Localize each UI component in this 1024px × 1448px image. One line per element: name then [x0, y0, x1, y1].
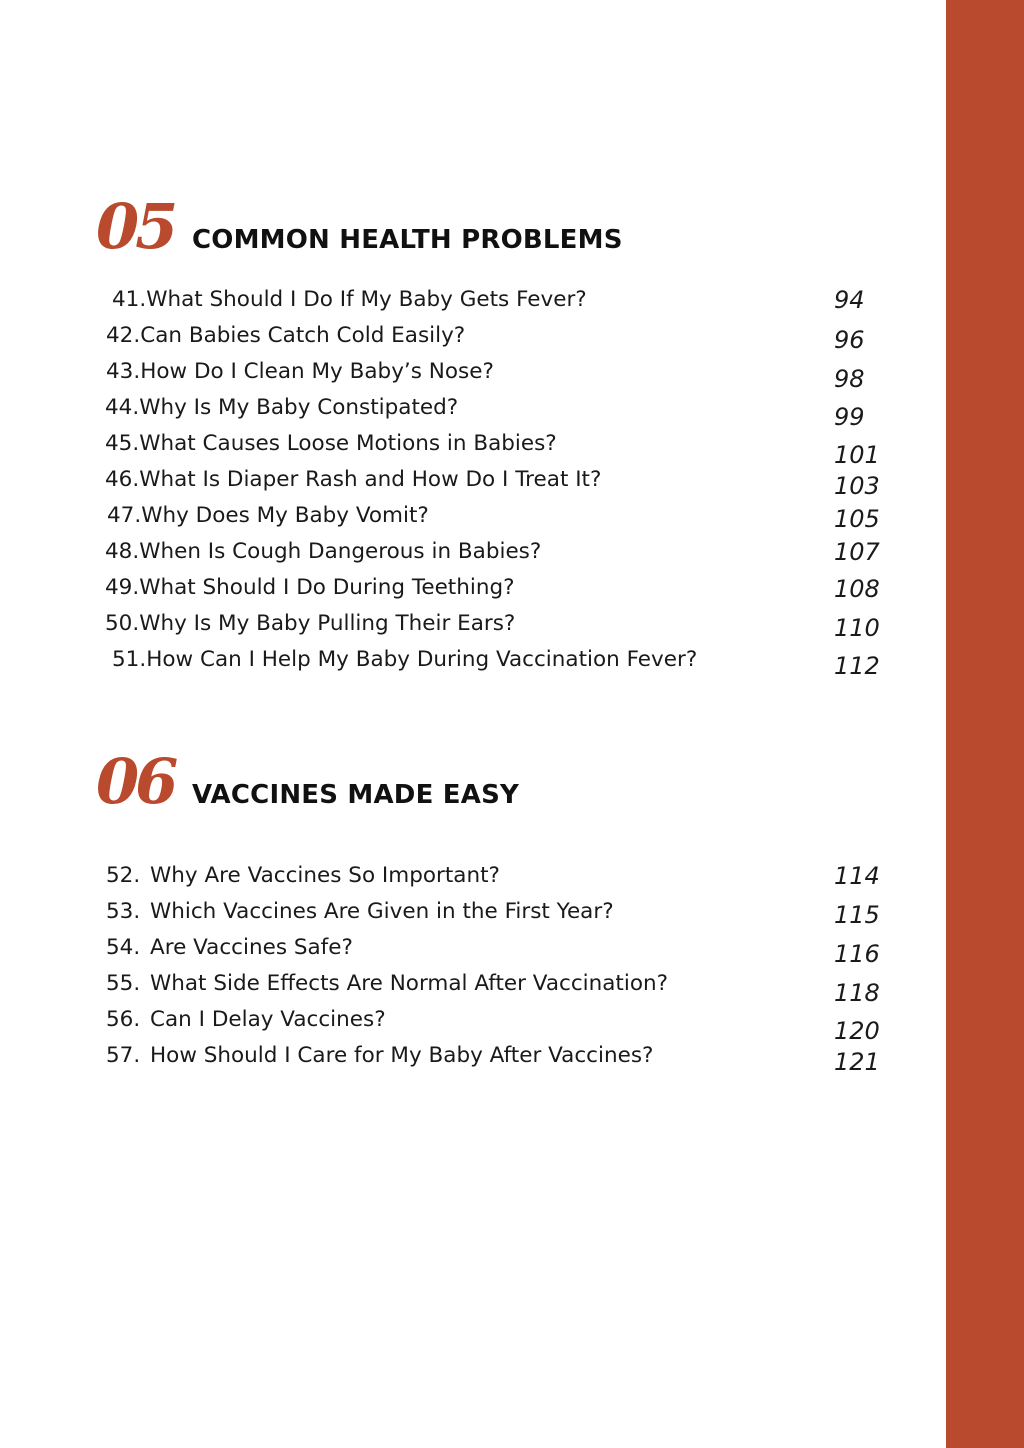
toc-entry-text: What Should I Do During Teething? [139, 575, 515, 600]
toc-entry[interactable] [0, 1042, 946, 1078]
toc-entry-page: 116 [834, 940, 880, 968]
toc-entry-label [105, 394, 458, 422]
toc-entry-page: 110 [834, 614, 880, 642]
toc-entry-text: Are Vaccines Safe? [150, 935, 353, 960]
toc-entry[interactable] [0, 934, 946, 970]
toc-entry-label [105, 538, 541, 566]
toc-entry-number: 46. [105, 467, 140, 492]
toc-entry-label [106, 934, 353, 962]
toc-entry-label [106, 358, 494, 386]
toc-entry-number: 52. [106, 863, 141, 888]
toc-entry-page: 115 [834, 901, 880, 929]
toc-entry-text: Why Are Vaccines So Important? [150, 863, 500, 888]
section-heading-05 [96, 190, 623, 263]
toc-entry-page: 101 [834, 441, 880, 469]
toc-entry-text: What Side Effects Are Normal After Vaccination? [150, 971, 669, 996]
toc-entry-number: 53. [106, 899, 141, 924]
toc-entry[interactable] [0, 538, 946, 574]
section-number: 05 [96, 190, 175, 263]
toc-entry-page: 120 [834, 1017, 880, 1045]
toc-entry-number: 56. [106, 1007, 141, 1032]
toc-entry[interactable] [0, 970, 946, 1006]
toc-entry-label [106, 898, 614, 926]
toc-entry[interactable] [0, 322, 946, 358]
toc-entry-text: How Should I Care for My Baby After Vaccines? [150, 1043, 654, 1068]
toc-entry-number: 42. [106, 323, 141, 348]
toc-entry[interactable] [0, 502, 946, 538]
toc-entry-label [106, 1042, 653, 1070]
toc-entry-text: Why Does My Baby Vomit? [141, 503, 429, 528]
toc-entry-page: 118 [834, 979, 880, 1007]
toc-entry[interactable] [0, 358, 946, 394]
toc-entry-page: 121 [834, 1048, 880, 1076]
toc-entry-text: What Should I Do If My Baby Gets Fever? [146, 287, 587, 312]
toc-entry[interactable] [0, 862, 946, 898]
toc-entry-number: 48. [105, 539, 140, 564]
toc-entry-page: 96 [834, 326, 865, 354]
toc-entry-label [106, 322, 465, 350]
section-heading-06 [96, 745, 520, 818]
toc-entry-label [106, 1006, 386, 1034]
toc-entry-page: 94 [834, 286, 865, 314]
toc-entry[interactable] [0, 610, 946, 646]
toc-entry-number: 50. [105, 611, 140, 636]
toc-entry-number: 41. [112, 287, 147, 312]
toc-entry-label [106, 862, 500, 890]
toc-entry-text: Can I Delay Vaccines? [150, 1007, 386, 1032]
toc-entry-page: 108 [834, 575, 880, 603]
section-title: COMMON HEALTH PROBLEMS [192, 225, 623, 255]
toc-entry-text: How Do I Clean My Baby’s Nose? [140, 359, 494, 384]
toc-entry-page: 114 [834, 862, 880, 890]
toc-entry-page: 107 [834, 538, 880, 566]
toc-entry[interactable] [0, 646, 946, 682]
toc-entry-text: What Is Diaper Rash and How Do I Treat It? [139, 467, 602, 492]
toc-entry-page: 105 [834, 505, 880, 533]
toc-entry[interactable] [0, 574, 946, 610]
toc-entry-page: 103 [834, 472, 880, 500]
toc-entry[interactable] [0, 1006, 946, 1045]
toc-entry-number: 49. [105, 575, 140, 600]
toc-entry-label [105, 466, 601, 494]
toc-entry-label [105, 430, 557, 458]
toc-entry-number: 44. [105, 395, 140, 420]
toc-entry-label [107, 502, 429, 530]
toc-entry-number: 47. [107, 503, 142, 528]
section-title: VACCINES MADE EASY [192, 780, 520, 810]
toc-entry-label [106, 970, 668, 998]
side-accent-bar [946, 0, 1024, 1448]
toc-entry[interactable] [0, 394, 946, 430]
toc-entry-label [112, 286, 587, 314]
toc-entry-label [105, 610, 515, 638]
toc-entry-text: How Can I Help My Baby During Vaccination Fever? [146, 647, 698, 672]
section-number: 06 [96, 745, 175, 818]
toc-entry-number: 54. [106, 935, 141, 960]
toc-entry-number: 43. [106, 359, 141, 384]
toc-entry-label [105, 574, 515, 602]
toc-entry[interactable] [0, 286, 946, 322]
toc-entry-text: When Is Cough Dangerous in Babies? [139, 539, 542, 564]
toc-entry-number: 45. [105, 431, 140, 456]
toc-entry-text: Why Is My Baby Pulling Their Ears? [139, 611, 516, 636]
toc-entry-text: Can Babies Catch Cold Easily? [140, 323, 466, 348]
toc-entry-page: 99 [834, 403, 865, 431]
toc-entry[interactable] [0, 466, 946, 502]
toc-entry-number: 55. [106, 971, 141, 996]
toc-entry-text: Why Is My Baby Constipated? [139, 395, 459, 420]
toc-entry-text: Which Vaccines Are Given in the First Year? [150, 899, 614, 924]
toc-entry[interactable] [0, 430, 946, 469]
toc-entry-text: What Causes Loose Motions in Babies? [139, 431, 557, 456]
toc-entry-page: 98 [834, 365, 865, 393]
toc-entry[interactable] [0, 898, 946, 934]
toc-entry-number: 51. [112, 647, 147, 672]
toc-entry-number: 57. [106, 1043, 141, 1068]
toc-entry-page: 112 [834, 652, 880, 680]
toc-entry-label [112, 646, 697, 674]
